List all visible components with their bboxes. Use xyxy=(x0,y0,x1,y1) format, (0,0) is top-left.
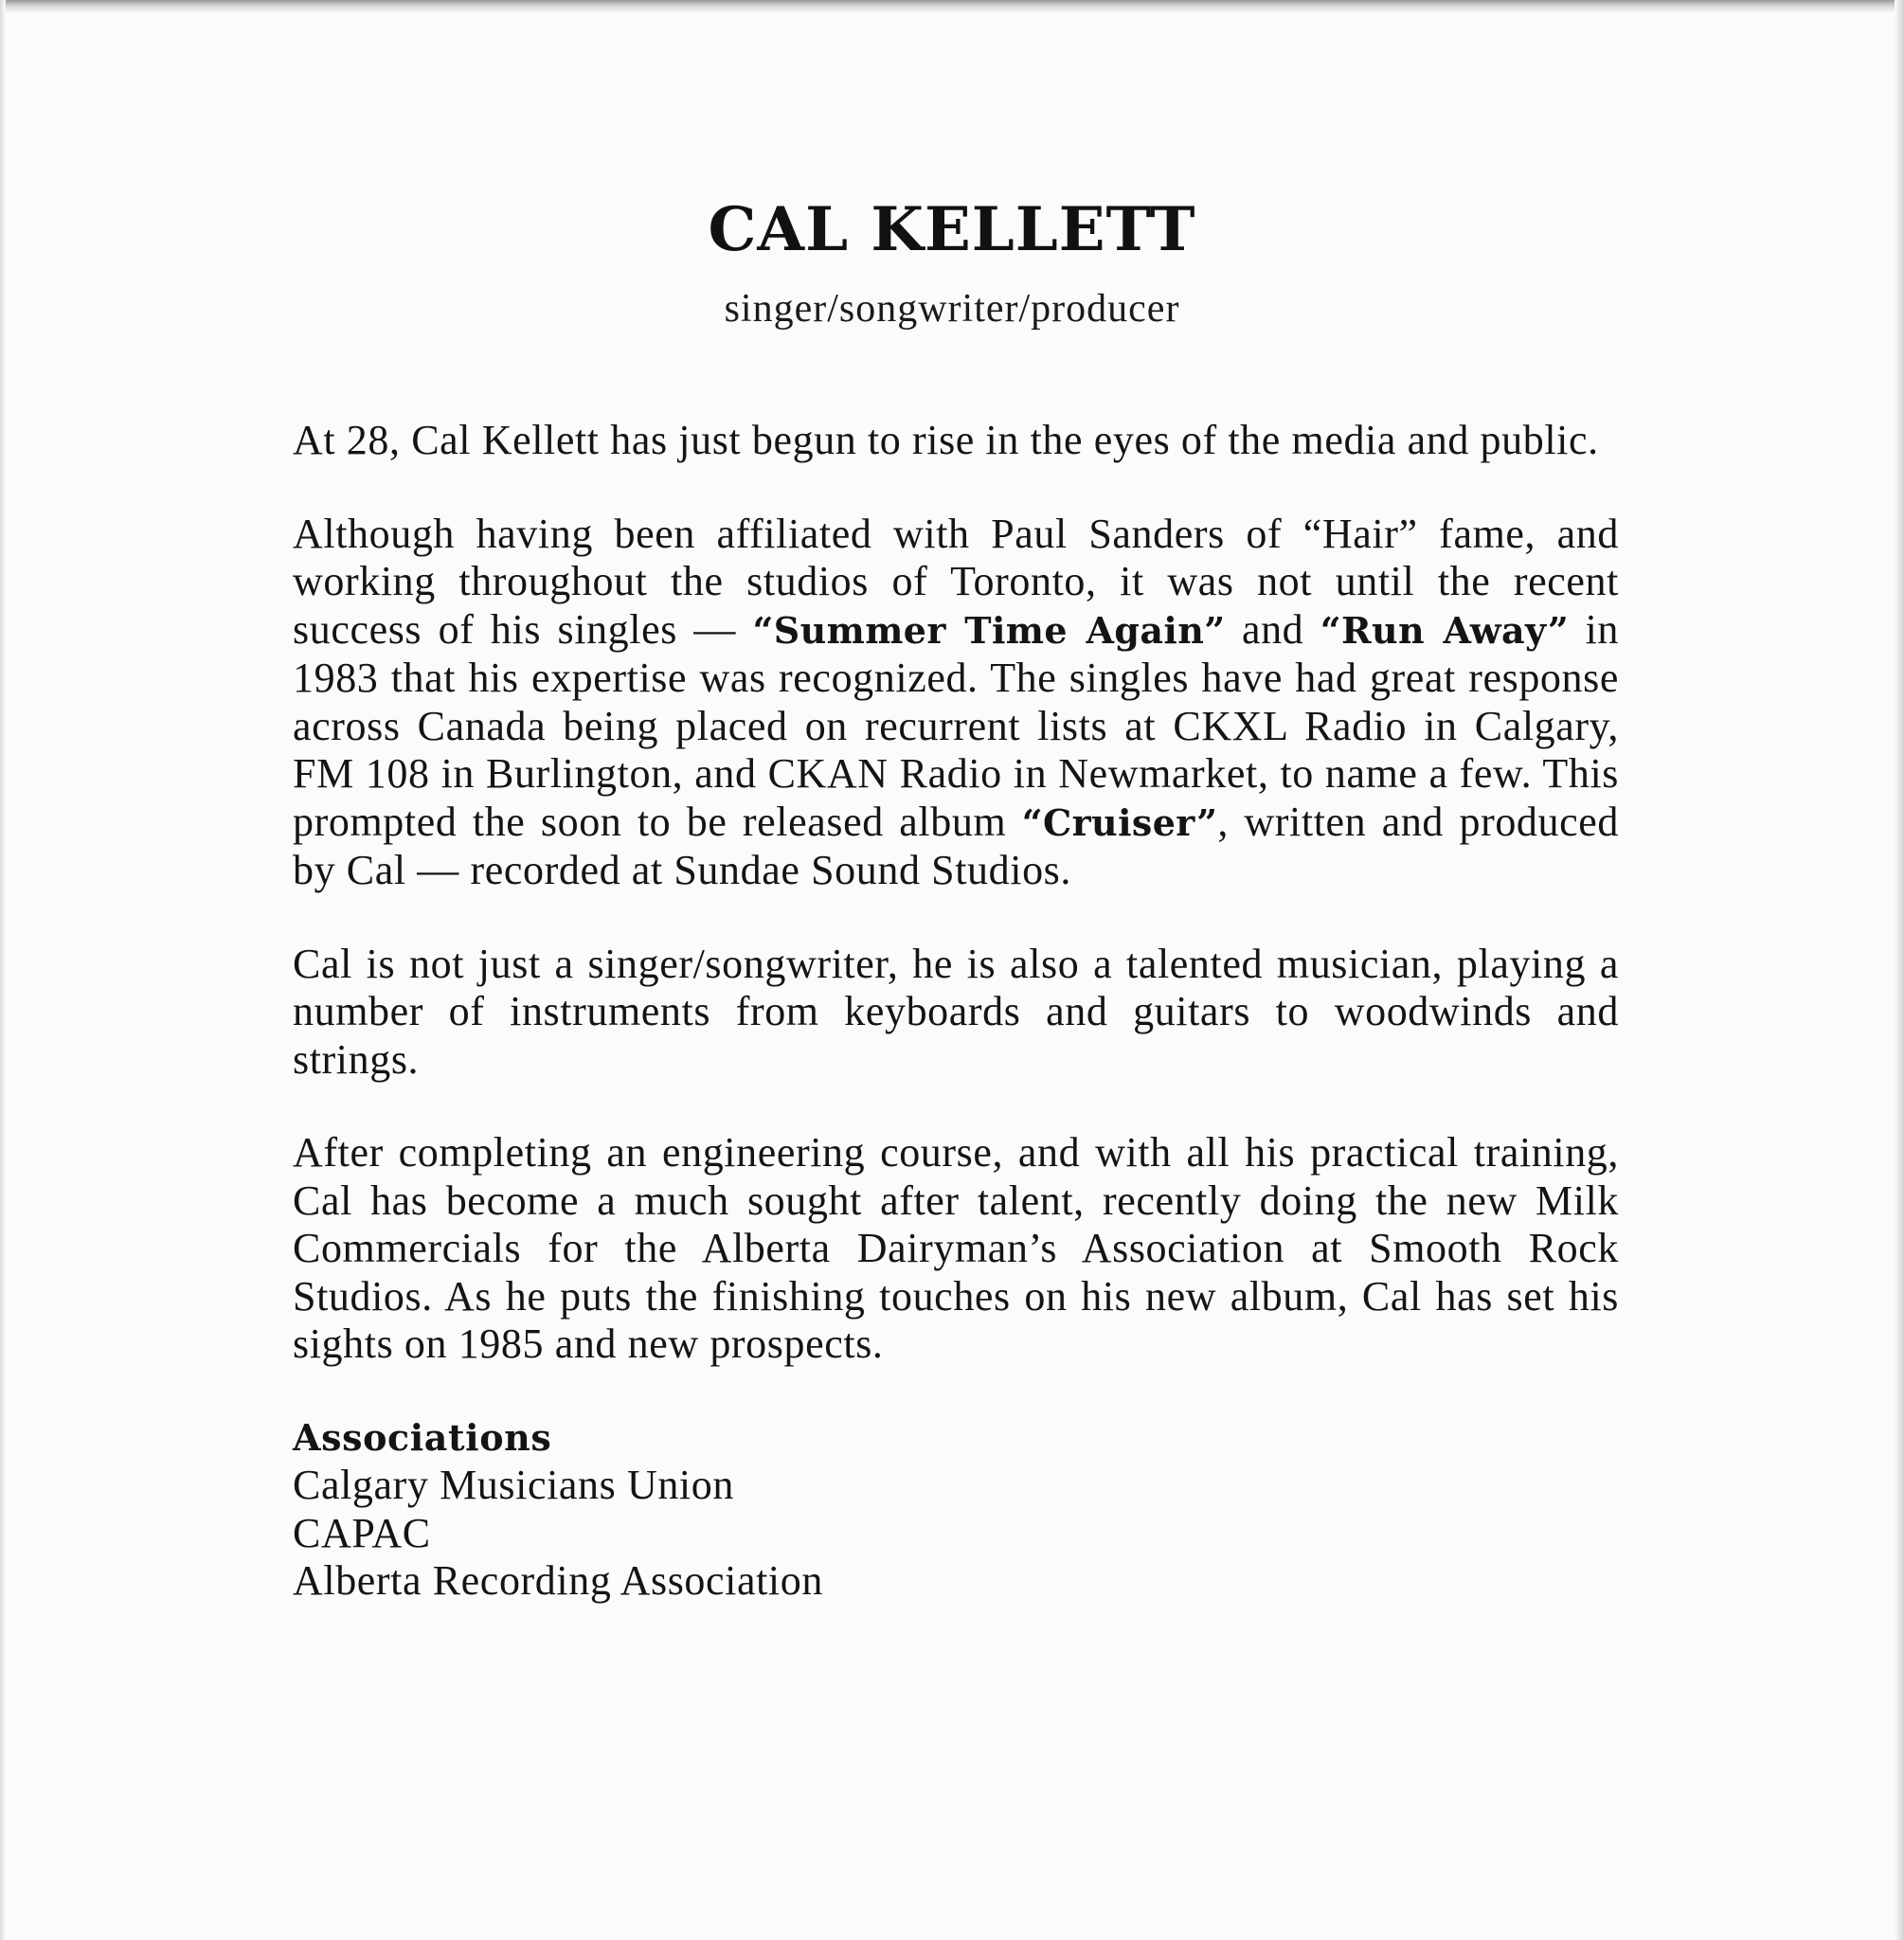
bio-paragraph-2-text-a: Although having been affiliated with Paul Sanders of “Hair” fame, and working throughout the studios of Toronto, it was not until the recent success of his singles — xyxy=(293,510,1619,653)
album-title-cruiser: “Cruiser” xyxy=(1021,800,1218,844)
association-item: Alberta Recording Association xyxy=(293,1557,823,1604)
associations-section xyxy=(293,1414,1619,1606)
association-item: CAPAC xyxy=(293,1509,431,1556)
bio-paragraph-2-text-d: , written and produced by Cal — recorded at Sundae Sound Studios. xyxy=(293,798,1619,893)
bio-paragraph-3: Cal is not just a singer/songwriter, he is also a talented musician, playing a number of instruments from keyboards and guitars to woodwinds and strings. xyxy=(293,940,1619,1083)
bio-paragraph-2 xyxy=(293,511,1619,895)
bio-paragraph-2-text-c: in 1983 that his expertise was recognized. The singles have had great response across Canada being placed on recurrent lists at CKXL Radio in Calgary, FM 108 in Burlington, and CKAN Radio in Newmarket, to name a few. This prompted the soon to be released album xyxy=(293,605,1620,845)
single-title-run-away: “Run Away” xyxy=(1320,608,1570,652)
associations-heading: Associations xyxy=(293,1415,552,1459)
association-item: Calgary Musicians Union xyxy=(293,1462,734,1508)
page-title: CAL KELLETT xyxy=(708,194,1196,265)
single-title-summer-time-again: “Summer Time Again” xyxy=(752,608,1226,652)
bio-paragraph-1: At 28, Cal Kellett has just begun to rise in the eyes of the media and public. xyxy=(293,417,1599,463)
bio-body xyxy=(293,417,1619,1606)
bio-paragraph-2-text-b: and xyxy=(1225,605,1320,653)
bio-paragraph-4: After completing an engineering course, and with all his practical training, Cal has become a much sought after talent, recently doing the new Milk Commercials for the Alberta Dairyman’s Association at Smooth Rock Studios. As he puts the finishing touches on his new album, Cal has set his sights on 1985 and new prospects. xyxy=(293,1129,1619,1367)
page-top-edge xyxy=(0,0,1904,13)
page-subtitle: singer/songwriter/producer xyxy=(724,287,1180,331)
